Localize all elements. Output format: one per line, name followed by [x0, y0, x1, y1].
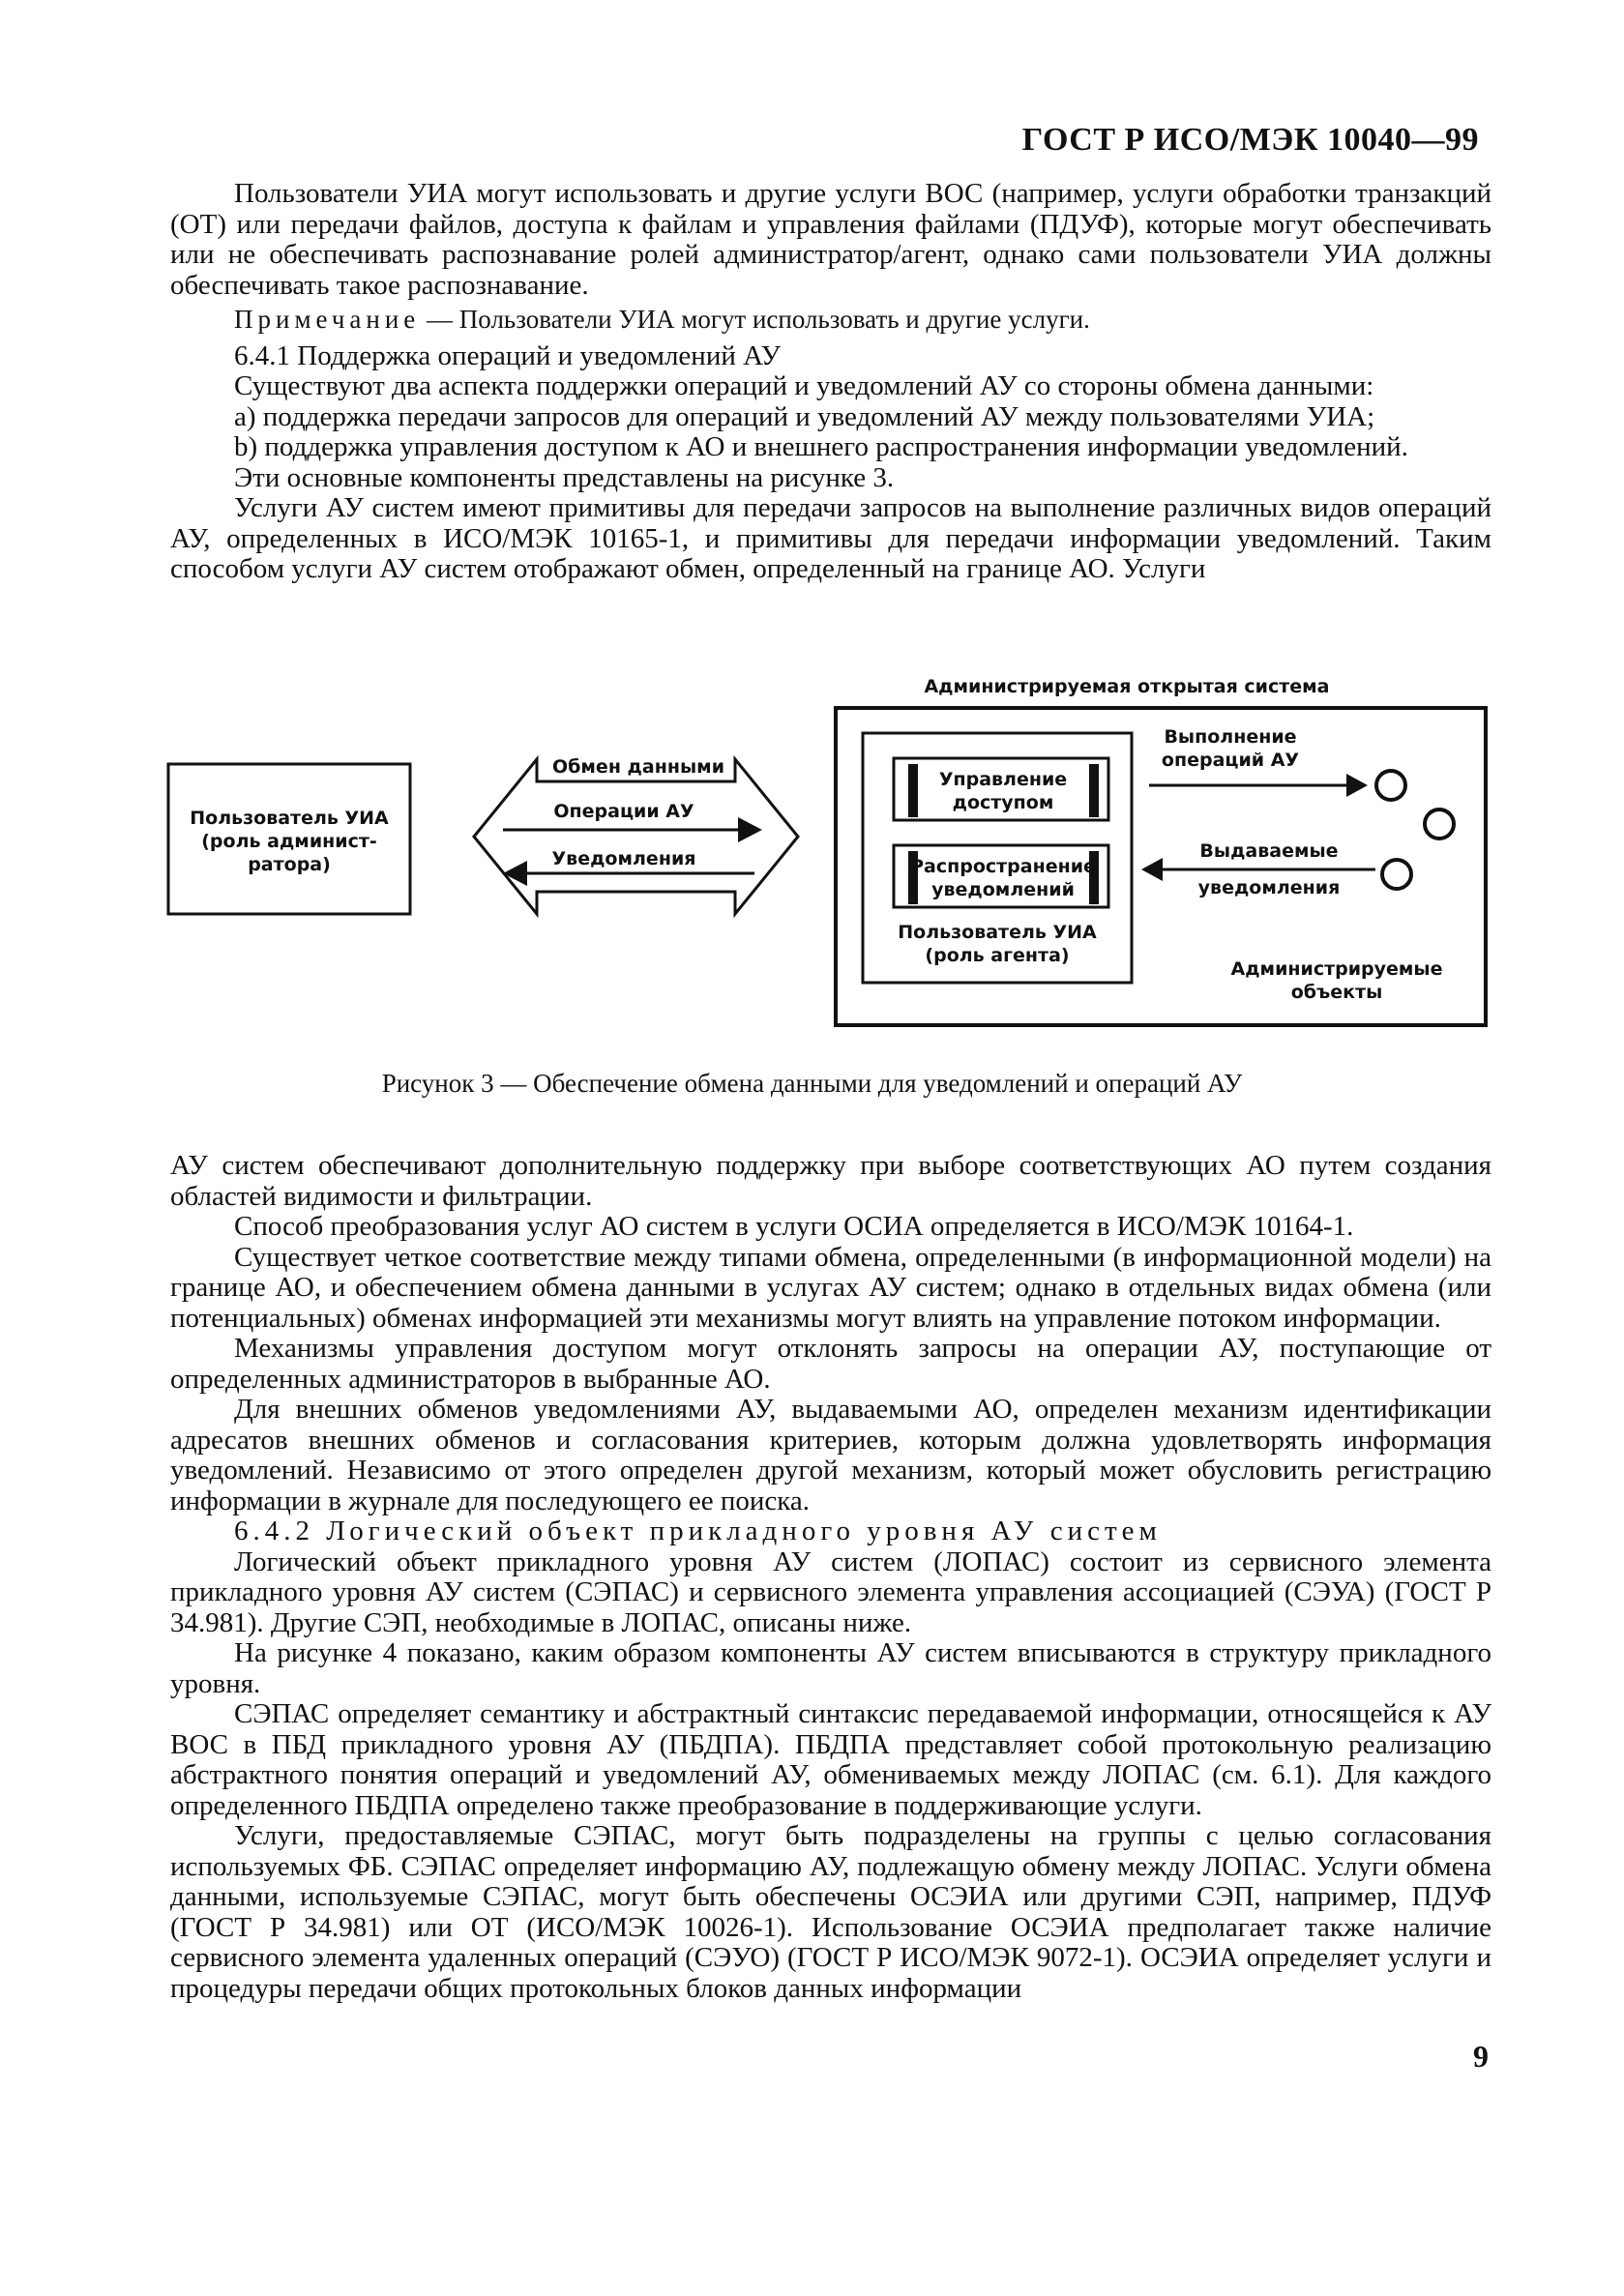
- paragraph: Способ преобразования услуг АО систем в услуги ОСИА определяется в ИСО/МЭК 10164-1.: [234, 1211, 1354, 1242]
- paragraph: Пользователи УИА могут использовать и другие услуги ВОС (например, услуги обработки транзакций (ОТ) или передачи файлов, доступа к файлам и управления файлами (ПДУФ), которые могут обеспечивать или не обеспечивать распознавание ролей администратор/агент, однако сами пользователи УИА должны обеспечивать такое распознавание.: [170, 178, 1491, 301]
- note-label: Примечание: [234, 305, 421, 334]
- text-block-top: [170, 179, 1491, 585]
- access-control-bar-right: [1089, 764, 1099, 817]
- access-control-label-2: доступом: [952, 792, 1054, 813]
- access-control-bar-left: [908, 764, 918, 817]
- section-heading-6-4-2: 6.4.2 Логический объект прикладного уровня АУ систем: [234, 1516, 1162, 1546]
- arrow-label-communication: Обмен данными: [551, 756, 725, 778]
- communication-arrow: [474, 759, 798, 914]
- issued-label-1: Выдаваемые: [1199, 840, 1339, 862]
- page-number: 9: [1473, 2039, 1489, 2074]
- open-system-title: Администрируемая открытая система: [924, 676, 1330, 697]
- note-text: — Пользователи УИА могут использовать и другие услуги.: [420, 305, 1090, 334]
- admin-user-label-1: Пользователь УИА: [190, 808, 389, 829]
- managed-object-icon: [1382, 860, 1411, 889]
- paragraph: На рисунке 4 показано, каким образом компоненты АУ систем вписываются в структуру прикладного уровня.: [170, 1637, 1491, 1699]
- paragraph: Существуют два аспекта поддержки операций и уведомлений АУ со стороны обмена данными:: [234, 370, 1374, 401]
- document-header: ГОСТ Р ИСО/МЭК 10040—99: [1021, 122, 1479, 158]
- exec-label-1: Выполнение: [1164, 726, 1297, 748]
- figure-caption: Рисунок 3 — Обеспечение обмена данными для уведомлений и операций АУ: [381, 1069, 1243, 1098]
- managed-object-icon: [1425, 809, 1454, 839]
- arrow-label-operations: Операции АУ: [553, 801, 694, 822]
- access-control-label-1: Управление: [938, 769, 1068, 790]
- note: [170, 305, 1491, 336]
- text-block-bottom: [170, 1151, 1491, 2004]
- paragraph: СЭПАС определяет семантику и абстрактный синтаксис передаваемой информации, относящейся к АУ ВОС в ПБД прикладного уровня АУ (ПБДПА). ПБДПА представляет собой протокольную реализацию абстрактного понятия операций и уведомлений АУ, обмениваемых между ЛОПАС (см. 6.1). Для каждого определенного ПБДПА определено также преобразование в поддерживающие услуги.: [170, 1698, 1491, 1821]
- admin-user-label-2: (роль админист-: [201, 831, 377, 852]
- paragraph: Существует четкое соответствие между типами обмена, определенными (в информационной модели) на границе АО, и обеспечением обмена данными в услугах АУ систем; однако в отдельных видах обмена (или потенциальных) обменах информацией эти механизмы могут влиять на управление потоком информации.: [170, 1241, 1491, 1334]
- list-item-b: b) поддержка управления доступом к АО и внешнего распространения информации уведомлений.: [234, 431, 1408, 462]
- managed-object-icon: [1376, 771, 1405, 800]
- figure-diagram: [155, 667, 1490, 1064]
- issued-label-2: уведомления: [1197, 877, 1341, 898]
- agent-user-label-2: (роль агента): [925, 945, 1070, 966]
- paragraph: Для внешних обменов уведомлениями АУ, выдаваемыми АО, определен механизм идентификации адресатов внешних обменов и согласования критериев, которым должна удовлетворять информация уведомлений. Независимо от этого определен другой механизм, который может обусловить регистрацию информации в журнале для последующего ее поиска.: [170, 1394, 1491, 1516]
- managed-objects-label-2: объекты: [1290, 982, 1383, 1003]
- agent-user-label-1: Пользователь УИА: [898, 922, 1097, 943]
- list-item-a: a) поддержка передачи запросов для операций и уведомлений АУ между пользователями УИА;: [234, 400, 1375, 432]
- paragraph: Эти основные компоненты представлены на рисунке 3.: [234, 461, 895, 493]
- arrow-label-notifications: Уведомления: [551, 848, 696, 869]
- distribution-label-1: Распространение: [910, 856, 1096, 877]
- paragraph: Услуги АУ систем имеют примитивы для передачи запросов на выполнение различных видов операций АУ, определенных в ИСО/МЭК 10165-1, и примитивы для передачи информации уведомлений. Таким способом услуги АУ систем отображают обмен, определенный на границе АО. Услуги: [170, 492, 1491, 584]
- exec-label-2: операций АУ: [1161, 750, 1300, 771]
- managed-objects-label-1: Администрируемые: [1230, 958, 1443, 980]
- distribution-label-2: уведомлений: [931, 879, 1075, 900]
- paragraph: Логический объект прикладного уровня АУ систем (ЛОПАС) состоит из сервисного элемента прикладного уровня АУ систем (СЭПАС) и сервисного элемента управления ассоциацией (СЭУА) (ГОСТ Р 34.981). Другие СЭП, необходимые в ЛОПАС, описаны ниже.: [170, 1545, 1491, 1638]
- figure-3: [155, 667, 1490, 1074]
- section-heading-6-4-1: 6.4.1 Поддержка операций и уведомлений АУ: [234, 339, 782, 371]
- paragraph: Механизмы управления доступом могут отклонять запросы на операции АУ, поступающие от определенных администраторов в выбранные АО.: [170, 1333, 1491, 1395]
- paragraph: Услуги, предоставляемые СЭПАС, могут быть подразделены на группы с целью согласования используемых ФБ. СЭПАС определяет информацию АУ, подлежащую обмену между ЛОПАС. Услуги обмена данными, используемые СЭПАС, могут быть обеспечены ОСЭИА или другими СЭП, например, ПДУФ (ГОСТ Р 34.981) или ОТ (ИСО/МЭК 10026-1). Использование ОСЭИА предполагает также наличие сервисного элемента удаленных операций (СЭУО) (ГОСТ Р ИСО/МЭК 9072-1). ОСЭИА определяет услуги и процедуры передачи общих протокольных блоков данных информации: [170, 1820, 1491, 2004]
- paragraph: АУ систем обеспечивают дополнительную поддержку при выборе соответствующих АО путем создания областей видимости и фильтрации.: [170, 1150, 1491, 1212]
- admin-user-label-3: ратора): [248, 854, 331, 875]
